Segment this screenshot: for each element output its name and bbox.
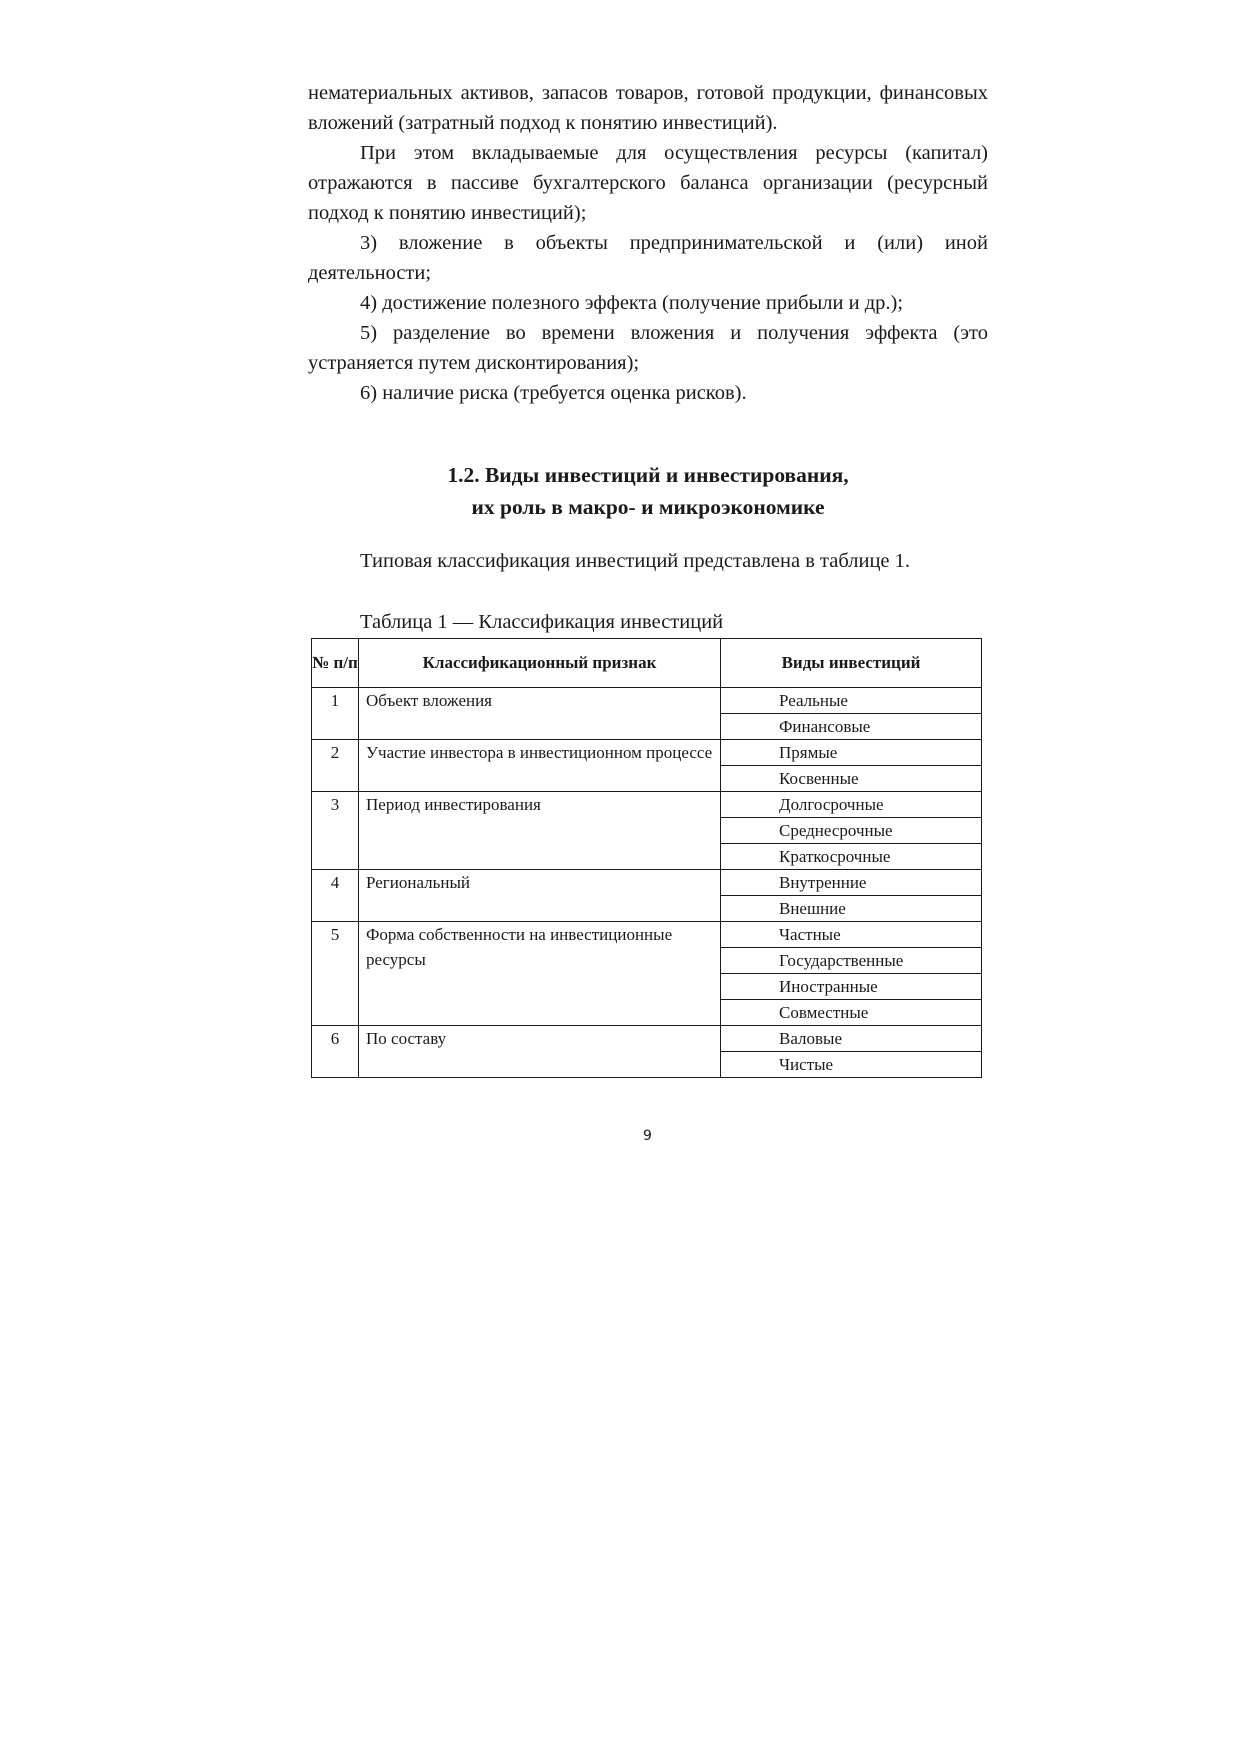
row-feature: По составу <box>359 1026 721 1078</box>
row-kind: Совместные <box>721 1000 982 1026</box>
row-kind: Чистые <box>721 1052 982 1078</box>
paragraph-6: 6) наличие риска (требуется оценка рисков). <box>360 382 747 404</box>
table-row <box>312 1026 982 1052</box>
row-number: 4 <box>312 870 359 922</box>
table-row <box>312 688 982 714</box>
header-num: № п/п <box>312 639 359 688</box>
paragraph-1: нематериальных активов, запасов товаров, готовой продукции, финансовых вложений (затратный подход к понятию инвестиций). <box>308 82 988 134</box>
row-kind: Иностранные <box>721 974 982 1000</box>
paragraph-4: 4) достижение полезного эффекта (получение прибыли и др.); <box>360 292 904 314</box>
row-kind: Прямые <box>721 740 982 766</box>
header-kinds: Виды инвестиций <box>721 639 982 688</box>
paragraph-5: 5) разделение во времени вложения и получения эффекта (это устраняется путем дисконтирования); <box>308 322 988 374</box>
row-feature: Региональный <box>359 870 721 922</box>
row-kind: Краткосрочные <box>721 844 982 870</box>
paragraph-2: При этом вкладываемые для осуществления ресурсы (капитал) отражаются в пассиве бухгалтерского баланса организации (ресурсный подход к понятию инвестиций); <box>308 142 988 224</box>
section-heading <box>308 459 988 523</box>
row-kind: Частные <box>721 922 982 948</box>
row-kind: Косвенные <box>721 766 982 792</box>
table-row <box>312 870 982 896</box>
header-feature: Классификационный признак <box>359 639 721 688</box>
row-number: 1 <box>312 688 359 740</box>
row-kind: Реальные <box>721 688 982 714</box>
row-number: 6 <box>312 1026 359 1078</box>
row-feature: Форма собственности на инвестиционные ресурсы <box>359 922 721 1026</box>
row-number: 5 <box>312 922 359 1026</box>
page-number: 9 <box>643 1128 652 1144</box>
table-row <box>312 740 982 766</box>
section-heading-line-1: 1.2. Виды инвестиций и инвестирования, <box>447 463 849 487</box>
row-number: 2 <box>312 740 359 792</box>
row-kind: Среднесрочные <box>721 818 982 844</box>
row-kind: Государственные <box>721 948 982 974</box>
row-feature: Объект вложения <box>359 688 721 740</box>
table-caption: Таблица 1 — Классификация инвестиций <box>360 611 724 633</box>
row-kind: Финансовые <box>721 714 982 740</box>
classification-table <box>311 638 982 1078</box>
table-row <box>312 792 982 818</box>
table-body <box>312 688 982 1078</box>
row-feature: Период инвестирования <box>359 792 721 870</box>
section-heading-line-2: их роль в макро- и микроэкономике <box>471 495 825 519</box>
table-header-row <box>312 639 982 688</box>
row-kind: Валовые <box>721 1026 982 1052</box>
table-row <box>312 922 982 948</box>
row-feature: Участие инвестора в инвестиционном процессе <box>359 740 721 792</box>
body-text <box>308 78 988 408</box>
row-number: 3 <box>312 792 359 870</box>
row-kind: Внешние <box>721 896 982 922</box>
row-kind: Долгосрочные <box>721 792 982 818</box>
row-kind: Внутренние <box>721 870 982 896</box>
paragraph-3: 3) вложение в объекты предпринимательской и (или) иной деятельности; <box>308 232 988 284</box>
intro-paragraph: Типовая классификация инвестиций представлена в таблице 1. <box>360 550 911 572</box>
